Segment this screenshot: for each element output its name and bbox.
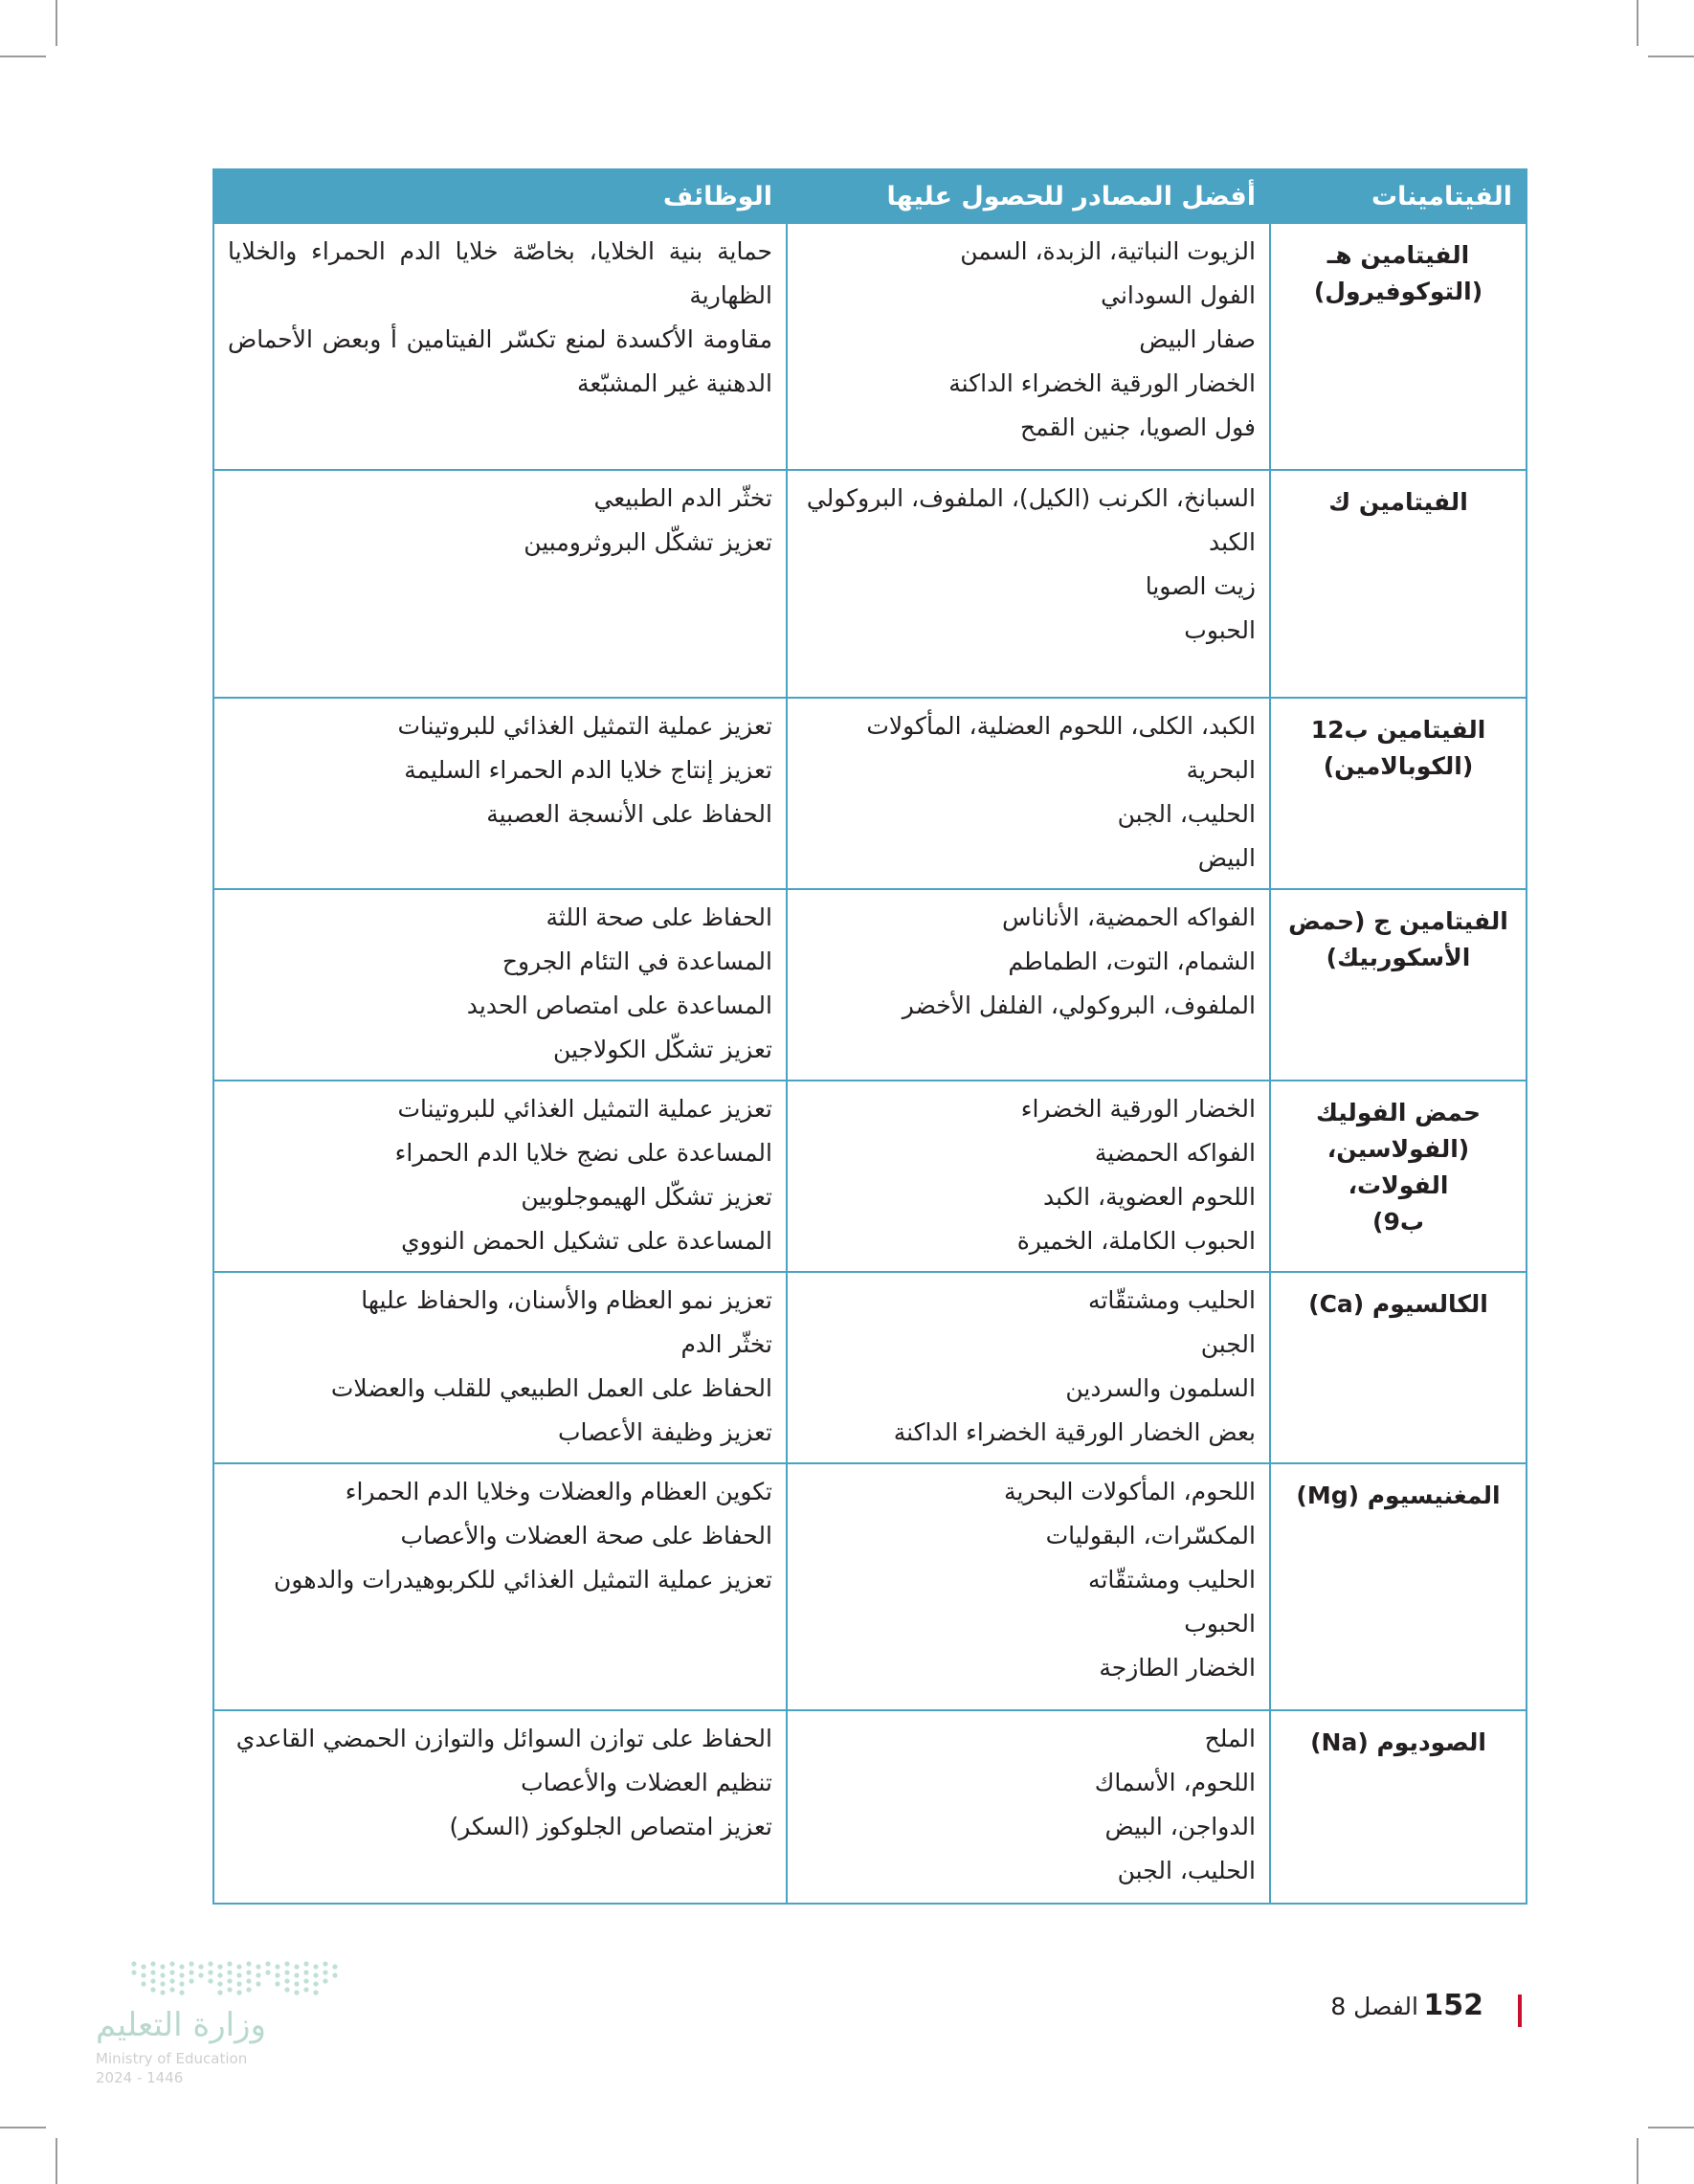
cell-line: الكبد، الكلى، اللحوم العضلية، المأكولات البحرية [866,712,1256,784]
logo-dot [227,1978,232,1983]
cell-line: الفول السوداني [1101,281,1256,309]
logo-dot [332,1972,337,1977]
logo-dot [323,1970,327,1974]
logo-dot [189,1970,193,1974]
cell-line: تخثّر الدم [680,1330,772,1358]
cell-line: الكالسيوم (Ca) [1308,1290,1488,1318]
sources-cell [787,698,1270,889]
logo-dot [179,1981,184,1986]
logo-dot [256,1964,260,1969]
logo-dot [169,1970,174,1974]
logo-dot [294,1972,299,1977]
nutrients-table [212,168,1527,1905]
sources-cell [787,889,1270,1081]
cell-line: تعزيز عملية التمثيل الغذائي للبروتينات [397,712,772,740]
header-sources: أفضل المصادر للحصول عليها [787,169,1270,223]
logo-dot [227,1961,232,1966]
page-accent-bar [1518,1995,1522,2027]
logo-dot [160,1964,165,1969]
logo-dot [189,1978,193,1983]
cell-line: الحليب ومشتقّاته [1088,1286,1256,1314]
cell-line: حمض الفوليك [1315,1099,1482,1126]
cell-line: الخضار الورقية الخضراء [1020,1095,1256,1123]
logo-dot [294,1981,299,1986]
cell-line: السبانخ، الكرنب (الكيل)، الملفوف، البروكولي [806,484,1256,512]
cell-line: البيض [1197,844,1256,872]
header-functions: الوظائف [213,169,787,223]
logo-dot [313,1972,318,1977]
cell-line: الخضار الورقية الخضراء الداكنة [948,369,1256,397]
cell-line: المساعدة على تشكيل الحمض النووي [401,1227,772,1255]
cell-line: تعزيز إنتاج خلايا الدم الحمراء السليمة [404,756,772,784]
logo-dot [169,1961,174,1966]
logo-dot [208,1978,212,1983]
cell-line: الحبوب [1184,616,1256,644]
cell-line: حماية بنية الخلايا، بخاصّة خلايا الدم الحمراء والخلايا الظهارية [228,237,772,309]
cell-line: الحليب، الجبن [1117,800,1256,828]
functions-cell [213,889,787,1081]
table-row [213,1272,1527,1463]
nutrient-name-cell [1270,698,1527,889]
logo-dot [284,1961,289,1966]
logo-dot [323,1961,327,1966]
nutrient-name-cell [1270,1710,1527,1904]
functions-cell [213,470,787,698]
cell-line: الملفوف، البروكولي، الفلفل الأخضر [902,992,1256,1019]
logo-dot [275,1964,279,1969]
header-nutrient: الفيتامينات [1270,169,1527,223]
sources-cell [787,1081,1270,1272]
cell-line: الشمام، التوت، الطماطم [1008,947,1256,975]
nutrient-name-cell [1270,1081,1527,1272]
logo-dot [246,1987,251,1992]
logo-dot [246,1961,251,1966]
logo-dot [303,1970,308,1974]
cell-line: الدواجن، البيض [1104,1813,1256,1840]
cell-line: المساعدة على نضج خلايا الدم الحمراء [394,1139,772,1167]
cell-line: المكسّرات، البقوليات [1045,1522,1256,1549]
cell-line: تعزيز وظيفة الأعصاب [558,1418,772,1446]
logo-dot [208,1970,212,1974]
table-header-row [213,169,1527,223]
cell-line: الجبن [1200,1330,1256,1358]
ministry-name-arabic: وزارة التعليم [96,2006,266,2044]
cell-line: الحفاظ على العمل الطبيعي للقلب والعضلات [330,1374,772,1402]
cell-line: اللحوم العضوية، الكبد [1043,1183,1256,1211]
cell-line: مقاومة الأكسدة لمنع تكسّر الفيتامين أ وبعض الأحماض الدهنية غير المشبّعة [228,325,772,397]
logo-dot [179,1972,184,1977]
nutrient-name-cell [1270,223,1527,470]
cell-line: الحفاظ على صحة العضلات والأعصاب [400,1522,772,1549]
logo-dot [150,1978,155,1983]
functions-cell [213,698,787,889]
logo-dot [236,1964,241,1969]
logo-dot [303,1987,308,1992]
logo-dot [198,1972,203,1977]
cell-line: الخضار الطازجة [1099,1654,1256,1682]
cell-line: تخثّر الدم الطبيعي [593,484,772,512]
cell-line: تنظيم العضلات والأعصاب [521,1769,772,1796]
cell-line: الحفاظ على الأنسجة العصبية [486,800,772,828]
logo-dot [160,1972,165,1977]
logo-dot [236,1972,241,1977]
logo-dot [294,1964,299,1969]
nutrient-name-cell [1270,1463,1527,1710]
crop-mark [0,56,46,57]
cell-line: الحفاظ على توازن السوائل والتوازن الحمضي القاعدي [235,1725,772,1752]
sources-cell [787,223,1270,470]
cell-line: زيت الصويا [1145,572,1256,600]
logo-dot [179,1964,184,1969]
chapter-label: الفصل 8 [1330,1993,1418,2020]
logo-dot [179,1990,184,1995]
cell-line: تعزيز تشكّل البروثرومبين [524,528,772,556]
logo-dot [313,1981,318,1986]
logo-dot [275,1981,279,1986]
logo-dot [303,1961,308,1966]
logo-dot [265,1970,270,1974]
logo-dot [141,1981,145,1986]
cell-line: المغنيسيوم (Mg) [1296,1482,1501,1509]
logo-dot [284,1970,289,1974]
crop-mark [0,2127,46,2128]
logo-dot [275,1972,279,1977]
cell-line: الملح [1204,1725,1256,1752]
logo-dot [313,1964,318,1969]
sources-cell [787,1272,1270,1463]
crop-mark [1637,2138,1638,2184]
logo-dot [141,1964,145,1969]
sources-cell [787,1710,1270,1904]
cell-line: الكبد [1208,528,1256,556]
nutrient-name-cell [1270,889,1527,1081]
cell-line: ب9) [1372,1208,1424,1236]
sources-cell [787,470,1270,698]
cell-line: اللحوم، المأكولات البحرية [1004,1478,1256,1505]
cell-line: (التوكوفيرول) [1313,278,1483,305]
cell-line: الفواكه الحمضية [1094,1139,1256,1167]
table-row [213,470,1527,698]
functions-cell [213,1272,787,1463]
logo-dot [150,1970,155,1974]
cell-line: صفار البيض [1139,325,1256,353]
cell-line: الفيتامين ب12 [1310,716,1486,744]
cell-line: الفيتامين ك [1328,488,1468,516]
functions-cell [213,1463,787,1710]
logo-dot [284,1987,289,1992]
crop-mark [1637,0,1638,46]
logo-dot [246,1978,251,1983]
cell-line: السلمون والسردين [1065,1374,1256,1402]
cell-line: الصوديوم (Na) [1310,1728,1486,1756]
table-row [213,698,1527,889]
logo-dot [189,1961,193,1966]
functions-cell [213,1710,787,1904]
cell-line: الحبوب الكاملة، الخميرة [1016,1227,1256,1255]
cell-line: تعزيز تشكّل الهيموجلوبين [521,1183,772,1211]
page-number: 152 [1423,1989,1483,2022]
logo-dot [160,1990,165,1995]
cell-line: المساعدة في التئام الجروح [502,947,772,975]
cell-line: (الكوبالامين) [1323,752,1474,780]
cell-line: الفواكه الحمضية، الأناناس [1002,903,1256,931]
cell-line: الحليب، الجبن [1117,1857,1256,1884]
logo-dot [256,1972,260,1977]
table-row [213,889,1527,1081]
logo-dot [131,1961,136,1966]
logo-dot [227,1970,232,1974]
logo-dot [236,1990,241,1995]
crop-mark [56,0,57,46]
logo-dot [217,1981,222,1986]
crop-mark [1648,2127,1694,2128]
logo-dot [313,1990,318,1995]
crop-mark [1648,56,1694,57]
cell-line: اللحوم، الأسماك [1094,1769,1256,1796]
crop-mark [56,2138,57,2184]
functions-cell [213,223,787,470]
logo-dot [150,1987,155,1992]
nutrient-name-cell [1270,1272,1527,1463]
logo-dot [169,1987,174,1992]
logo-dot [160,1981,165,1986]
logo-dot [217,1972,222,1977]
logo-dot [246,1970,251,1974]
logo-dot [294,1990,299,1995]
cell-line: المساعدة على امتصاص الحديد [466,992,772,1019]
logo-dot [208,1961,212,1966]
cell-line: تعزيز نمو العظام والأسنان، والحفاظ عليها [361,1286,772,1314]
cell-line: الفيتامين هـ [1326,241,1470,269]
logo-dot [169,1978,174,1983]
cell-line: الزيوت النباتية، الزبدة، السمن [960,237,1256,265]
nutrient-name-cell [1270,470,1527,698]
logo-dot [141,1972,145,1977]
logo-dot [131,1970,136,1974]
table-row [213,223,1527,470]
cell-line: تعزيز عملية التمثيل الغذائي للبروتينات [397,1095,772,1123]
cell-line: بعض الخضار الورقية الخضراء الداكنة [893,1418,1256,1446]
ministry-year: 2024 - 1446 [96,2069,184,2086]
cell-line: الأسكوربيك) [1326,944,1471,971]
cell-line: (الفولاسين، الفولات، [1326,1135,1470,1199]
cell-line: تعزيز امتصاص الجلوكوز (السكر) [449,1813,772,1840]
logo-dot [198,1964,203,1969]
cell-line: تعزيز عملية التمثيل الغذائي للكربوهيدرات والدهون [274,1566,772,1593]
sources-cell [787,1463,1270,1710]
table-row [213,1081,1527,1272]
logo-dot [323,1978,327,1983]
cell-line: فول الصويا، جنين القمح [1019,413,1256,441]
cell-line: الحليب ومشتقّاته [1088,1566,1256,1593]
logo-dot [236,1981,241,1986]
logo-dot [265,1961,270,1966]
table-row [213,1710,1527,1904]
logo-dot [227,1987,232,1992]
logo-dot [217,1964,222,1969]
logo-dot [150,1961,155,1966]
logo-dot [217,1990,222,1995]
cell-line: الفيتامين ج (حمض [1288,907,1508,935]
cell-line: تعزيز تشكّل الكولاجين [552,1036,772,1063]
cell-line: تكوين العظام والعضلات وخلايا الدم الحمراء [345,1478,772,1505]
cell-line: الحفاظ على صحة اللثة [546,903,772,931]
table-row [213,1463,1527,1710]
table-body [213,223,1527,1904]
logo-dot [256,1981,260,1986]
logo-dot [303,1978,308,1983]
functions-cell [213,1081,787,1272]
logo-dot [332,1964,337,1969]
cell-line: الحبوب [1184,1610,1256,1638]
ministry-name-english: Ministry of Education [96,2050,248,2067]
logo-dot [284,1978,289,1983]
